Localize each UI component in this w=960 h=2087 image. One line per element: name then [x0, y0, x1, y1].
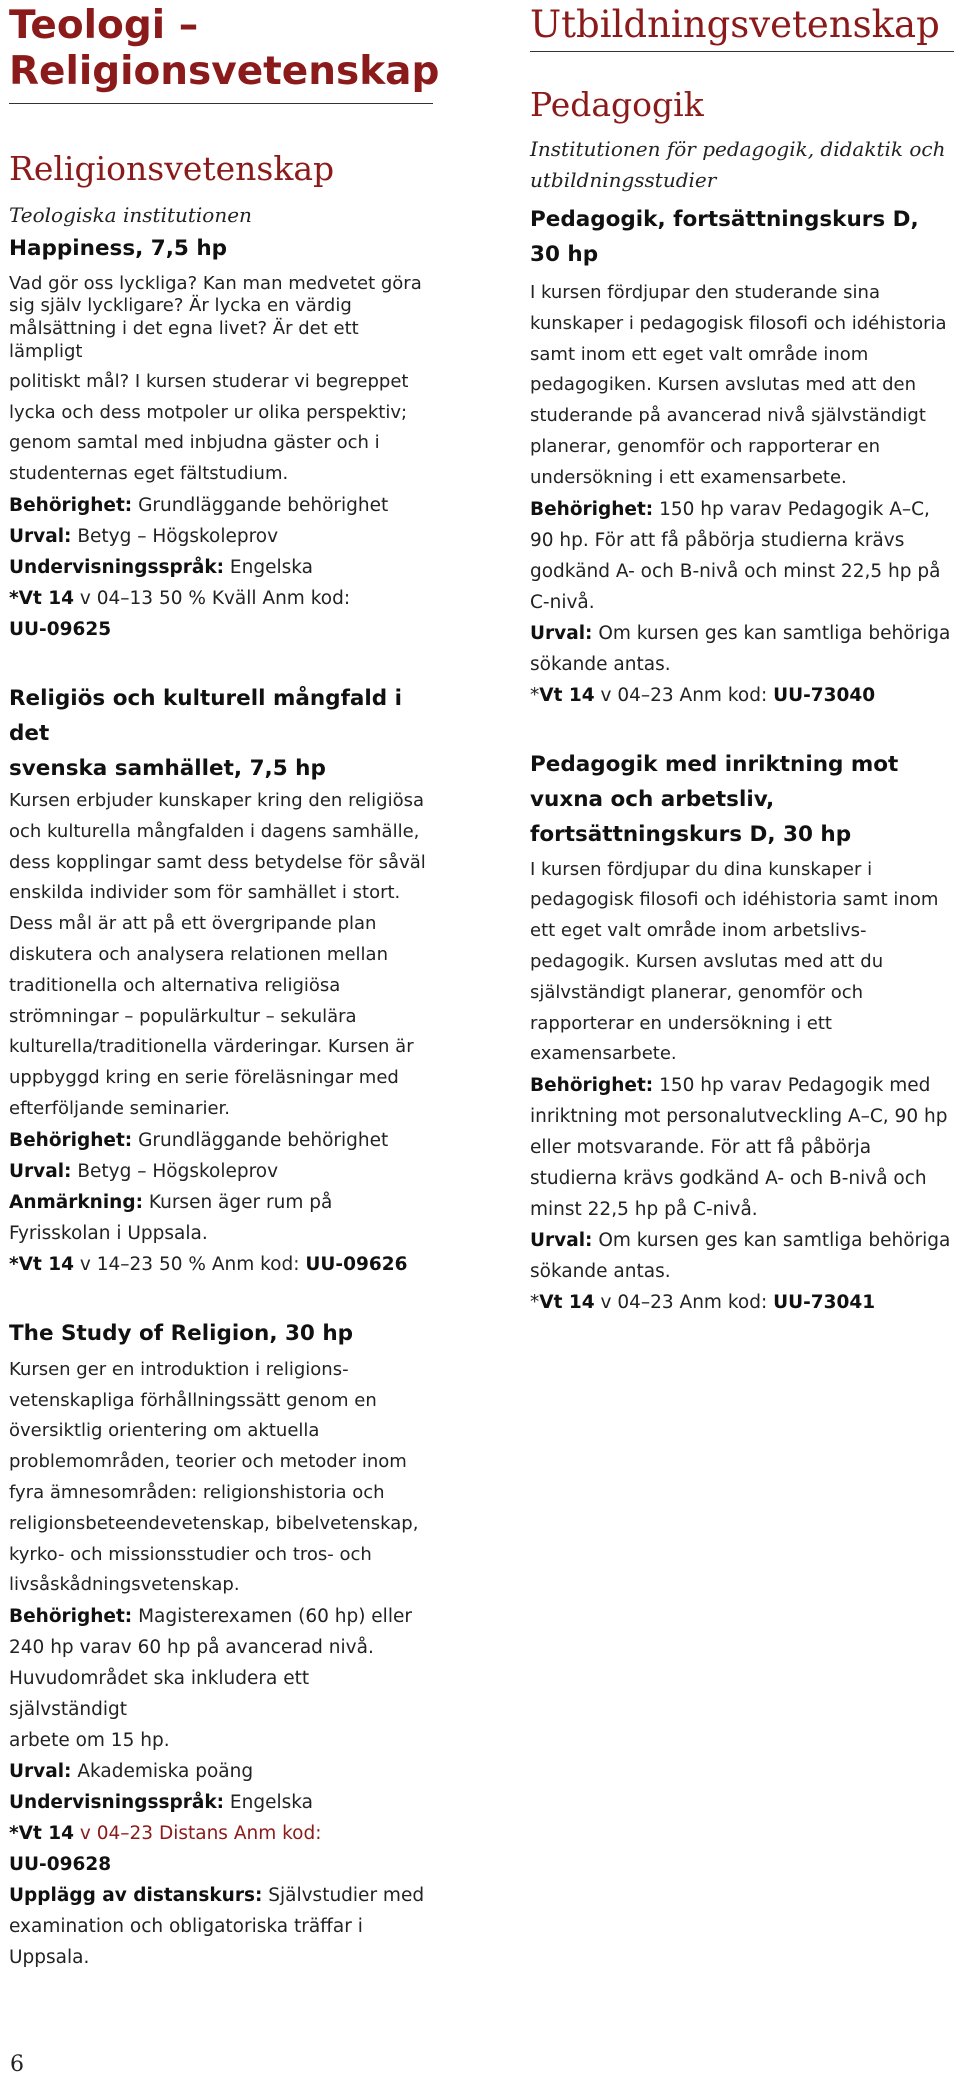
department: Teologiska institutionen	[9, 203, 252, 227]
code-row	[9, 614, 433, 645]
course-pedagogik-d	[530, 202, 954, 711]
desc-line: kulturella/traditionella värderingar. Kursen är	[9, 1036, 414, 1058]
term-prefix: *	[530, 684, 540, 706]
desc-line: fyra ämnesområden: religionshistoria och	[9, 1481, 385, 1503]
desc-line: Kursen ger en introduktion i religions-	[9, 1358, 349, 1380]
desc-line: pedagogisk filosofi och idéhistoria samt inom	[530, 889, 939, 911]
desc-line: diskutera och analysera relationen mellan	[9, 943, 388, 965]
desc-line: efterföljande seminarier.	[9, 1097, 231, 1119]
page-number: 6	[10, 2052, 24, 2077]
desc-line: I kursen fördjupar den studerande sina	[530, 282, 880, 303]
sprak-label: Undervisningsspråk:	[9, 1792, 225, 1814]
desc-line: översiktlig orientering om aktuella	[9, 1420, 320, 1442]
desc-line: I kursen fördjupar du dina kunskaper i	[530, 858, 873, 880]
course-title	[530, 202, 954, 272]
urval-value-cont: sökande antas.	[530, 1261, 671, 1283]
course-title-line3: fortsättningskurs D, 30 hp	[530, 821, 852, 847]
desc-line: uppbyggd kring en serie föreläsningar med	[9, 1067, 399, 1089]
urval-row	[9, 1756, 433, 1787]
course-title: The Study of Religion, 30 hp	[9, 1320, 354, 1346]
behorighet-label: Behörighet:	[9, 1606, 133, 1628]
anm-value-cont: Fyrisskolan i Uppsala.	[9, 1222, 208, 1244]
course-code: UU-09628	[9, 1854, 112, 1876]
distans-value-cont: Uppsala.	[9, 1947, 90, 1969]
behorighet-label: Behörighet:	[9, 1129, 133, 1151]
section-title-teologi	[9, 0, 440, 104]
course-title-line2: svenska samhället, 7,5 hp	[9, 755, 326, 781]
course-study-of-religion	[9, 1316, 433, 1973]
course-code: UU-73040	[773, 684, 876, 706]
distans-value: Självstudier med	[268, 1885, 425, 1907]
term: Vt 14	[539, 1292, 595, 1314]
desc-line: studerande på avancerad nivå självständigt	[530, 405, 926, 427]
behorighet-value: Grundläggande behörighet	[138, 494, 389, 516]
urval-value-cont: sökande antas.	[530, 653, 671, 675]
sprak-value: Engelska	[229, 1792, 313, 1814]
urval-value: Betyg – Högskoleprov	[77, 1160, 279, 1182]
desc-line: pedagogik. Kursen avslutas med att du	[530, 950, 884, 972]
course-description	[530, 278, 954, 494]
desc-line: examensarbete.	[530, 1043, 677, 1065]
behorighet-value-cont: arbete om 15 hp.	[9, 1730, 170, 1752]
course-religios-mangfald	[9, 681, 433, 1280]
desc-line: religionsbeteendevetenskap, bibelvetenskap,	[9, 1512, 419, 1534]
desc-line: kyrko- och missionsstudier och tros- och	[9, 1543, 372, 1565]
course-title-line1: Pedagogik med inriktning mot	[530, 751, 899, 777]
desc-line: planerar, genomför och rapporterar en	[530, 435, 881, 457]
department	[530, 134, 954, 196]
behorighet-value-cont: godkänd A- och B-nivå och minst 22,5 hp på	[530, 560, 941, 582]
sprak-label: Undervisningsspråk:	[9, 556, 225, 578]
desc-line: vetenskapliga förhållningssätt genom en	[9, 1389, 377, 1411]
urval-value: Om kursen ges kan samtliga behöriga	[598, 622, 951, 644]
distans-label: Upplägg av distanskurs:	[9, 1885, 263, 1907]
course-description	[9, 1355, 433, 1601]
desc-line: självständigt planerar, genomför och	[530, 981, 864, 1003]
course-title	[530, 747, 954, 852]
schedule-row	[530, 1287, 954, 1318]
urval-row	[530, 618, 954, 649]
urval-value: Betyg – Högskoleprov	[77, 525, 279, 547]
schedule: v 04–23 Distans Anm kod:	[79, 1823, 322, 1845]
distans-value-cont: examination och obligatoriska träffar i	[9, 1916, 363, 1938]
schedule-row	[530, 680, 954, 711]
behorighet-value: Grundläggande behörighet	[138, 1129, 389, 1151]
urval-value: Akademiska poäng	[77, 1761, 254, 1783]
course-meta	[9, 1601, 433, 1973]
section-title-line2: Religionsvetenskap	[9, 49, 440, 94]
course-title-line1: Religiös och kulturell mångfald i det	[9, 685, 403, 746]
urval-label: Urval:	[9, 1761, 72, 1783]
right-column	[530, 0, 954, 1318]
desc-line: problemområden, teorier och metoder inom	[9, 1451, 407, 1473]
desc-line: pedagogiken. Kursen avslutas med att den	[530, 374, 917, 396]
distans-row	[9, 1880, 433, 1911]
urval-label: Urval:	[530, 622, 593, 644]
schedule: v 04–23 Anm kod:	[600, 684, 768, 706]
anm-value: Kursen äger rum på	[148, 1191, 333, 1213]
desc-line: kunskaper i pedagogisk filosofi och idéhistoria	[530, 312, 947, 334]
urval-label: Urval:	[530, 1230, 593, 1252]
course-meta	[9, 1125, 433, 1280]
behorighet-value-cont: studierna krävs godkänd A- och B-nivå och	[530, 1168, 927, 1190]
desc-line: lycka och dess motpoler ur olika perspektiv;	[9, 401, 408, 423]
term-prefix: *	[530, 1292, 540, 1314]
desc-line: ett eget valt område inom arbetslivs-	[530, 920, 867, 942]
behorighet-value-cont: Huvudområdet ska inkludera ett självständigt	[9, 1668, 310, 1721]
schedule-row	[9, 1818, 433, 1849]
urval-row	[9, 521, 433, 552]
schedule: v 14–23 50 % Anm kod:	[79, 1253, 300, 1275]
behorighet-row	[9, 490, 433, 521]
desc-line: samt inom ett eget valt område inom	[530, 343, 869, 365]
desc-line: undersökning i ett examensarbete.	[530, 466, 847, 488]
desc-line: och kulturella mångfalden i dagens samhälle,	[9, 820, 420, 842]
course-description	[9, 269, 433, 490]
course-title-line1: Pedagogik, fortsättningskurs D,	[530, 207, 919, 232]
schedule-row	[9, 583, 433, 614]
anm-row	[9, 1187, 433, 1218]
course-meta	[530, 494, 954, 711]
department-line1: Institutionen för pedagogik, didaktik och	[530, 137, 946, 161]
term: *Vt 14	[9, 587, 75, 609]
spacer	[530, 711, 954, 747]
behorighet-row	[9, 1601, 433, 1632]
left-column	[9, 0, 440, 1973]
course-title-line2: vuxna och arbetsliv,	[530, 786, 775, 812]
desc-line: politiskt mål? I kursen studerar vi begreppet	[9, 370, 409, 392]
behorighet-label: Behörighet:	[9, 494, 133, 516]
desc-line: Vad gör oss lyckliga? Kan man medvetet göra	[9, 273, 422, 294]
course-description	[9, 786, 433, 1125]
urval-row	[9, 1156, 433, 1187]
behorighet-row	[530, 494, 954, 525]
behorighet-value-cont: 90 hp. För att få påbörja studierna krävs	[530, 529, 905, 551]
urval-label: Urval:	[9, 525, 72, 547]
behorighet-value-cont: minst 22,5 hp på C-nivå.	[530, 1199, 758, 1221]
schedule-row	[9, 1249, 433, 1280]
section-title-utbildning: Utbildningsvetenskap	[530, 0, 954, 52]
term: Vt 14	[539, 684, 595, 706]
subject-heading: Pedagogik	[530, 85, 704, 124]
course-title: Happiness, 7,5 hp	[9, 236, 228, 261]
term: *Vt 14	[9, 1253, 75, 1275]
desc-line: strömningar – populärkultur – sekulära	[9, 1005, 357, 1027]
course-happiness	[9, 231, 433, 645]
term: *Vt 14	[9, 1823, 75, 1845]
course-code: UU-73041	[773, 1292, 876, 1314]
desc-line: Dess mål är att på ett övergripande plan	[9, 913, 377, 935]
desc-line: enskilda individer som för samhället i stort.	[9, 882, 401, 904]
spacer	[9, 645, 433, 681]
behorighet-value: 150 hp varav Pedagogik A–C,	[659, 498, 930, 520]
behorighet-value-cont: inriktning mot personalutveckling A–C, 90 hp	[530, 1106, 948, 1128]
desc-line: studenternas eget fältstudium.	[9, 463, 289, 485]
course-code: UU-09625	[9, 618, 112, 640]
behorighet-value-cont: 240 hp varav 60 hp på avancerad nivå.	[9, 1637, 374, 1659]
desc-line: rapporterar en undersökning i ett	[530, 1012, 832, 1034]
urval-row	[530, 1225, 954, 1256]
urval-value: Om kursen ges kan samtliga behöriga	[598, 1230, 951, 1252]
behorighet-row	[530, 1070, 954, 1101]
anm-label: Anmärkning:	[9, 1191, 143, 1213]
course-code: UU-09626	[305, 1253, 408, 1275]
sprak-row	[9, 1787, 433, 1818]
schedule: v 04–13 50 % Kväll Anm kod:	[79, 587, 351, 609]
course-meta	[530, 1070, 954, 1318]
sprak-value: Engelska	[229, 556, 313, 578]
behorighet-label: Behörighet:	[530, 1075, 654, 1097]
subject-heading: Religionsvetenskap	[9, 149, 335, 188]
behorighet-value-cont: C-nivå.	[530, 591, 595, 613]
schedule: v 04–23 Anm kod:	[600, 1292, 768, 1314]
behorighet-value-cont: eller motsvarande. För att få påbörja	[530, 1137, 872, 1159]
course-meta	[9, 490, 433, 645]
desc-line: målsättning i det egna livet? Är det ett lämpligt	[9, 317, 359, 362]
desc-line: Kursen erbjuder kunskaper kring den religiösa	[9, 789, 424, 811]
urval-label: Urval:	[9, 1160, 72, 1182]
course-title-line2: 30 hp	[530, 242, 599, 267]
spacer	[9, 1280, 433, 1316]
behorighet-value: Magisterexamen (60 hp) eller	[138, 1606, 412, 1628]
department-line2: utbildningsstudier	[530, 168, 717, 192]
sprak-row	[9, 552, 433, 583]
desc-line: traditionella och alternativa religiösa	[9, 974, 341, 996]
desc-line: sig själv lyckligare? Är lycka en värdig	[9, 294, 352, 316]
course-title	[9, 681, 433, 786]
course-description	[530, 855, 954, 1071]
behorighet-value: 150 hp varav Pedagogik med	[659, 1075, 931, 1097]
desc-line: dess kopplingar samt dess betydelse för såväl	[9, 851, 426, 873]
course-pedagogik-vuxna	[530, 747, 954, 1319]
desc-line: livsåskådningsvetenskap.	[9, 1574, 240, 1596]
desc-line: genom samtal med inbjudna gäster och i	[9, 432, 380, 454]
behorighet-label: Behörighet:	[530, 498, 654, 520]
behorighet-row	[9, 1125, 433, 1156]
section-title-line1: Teologi –	[9, 3, 199, 48]
code-row	[9, 1849, 433, 1880]
